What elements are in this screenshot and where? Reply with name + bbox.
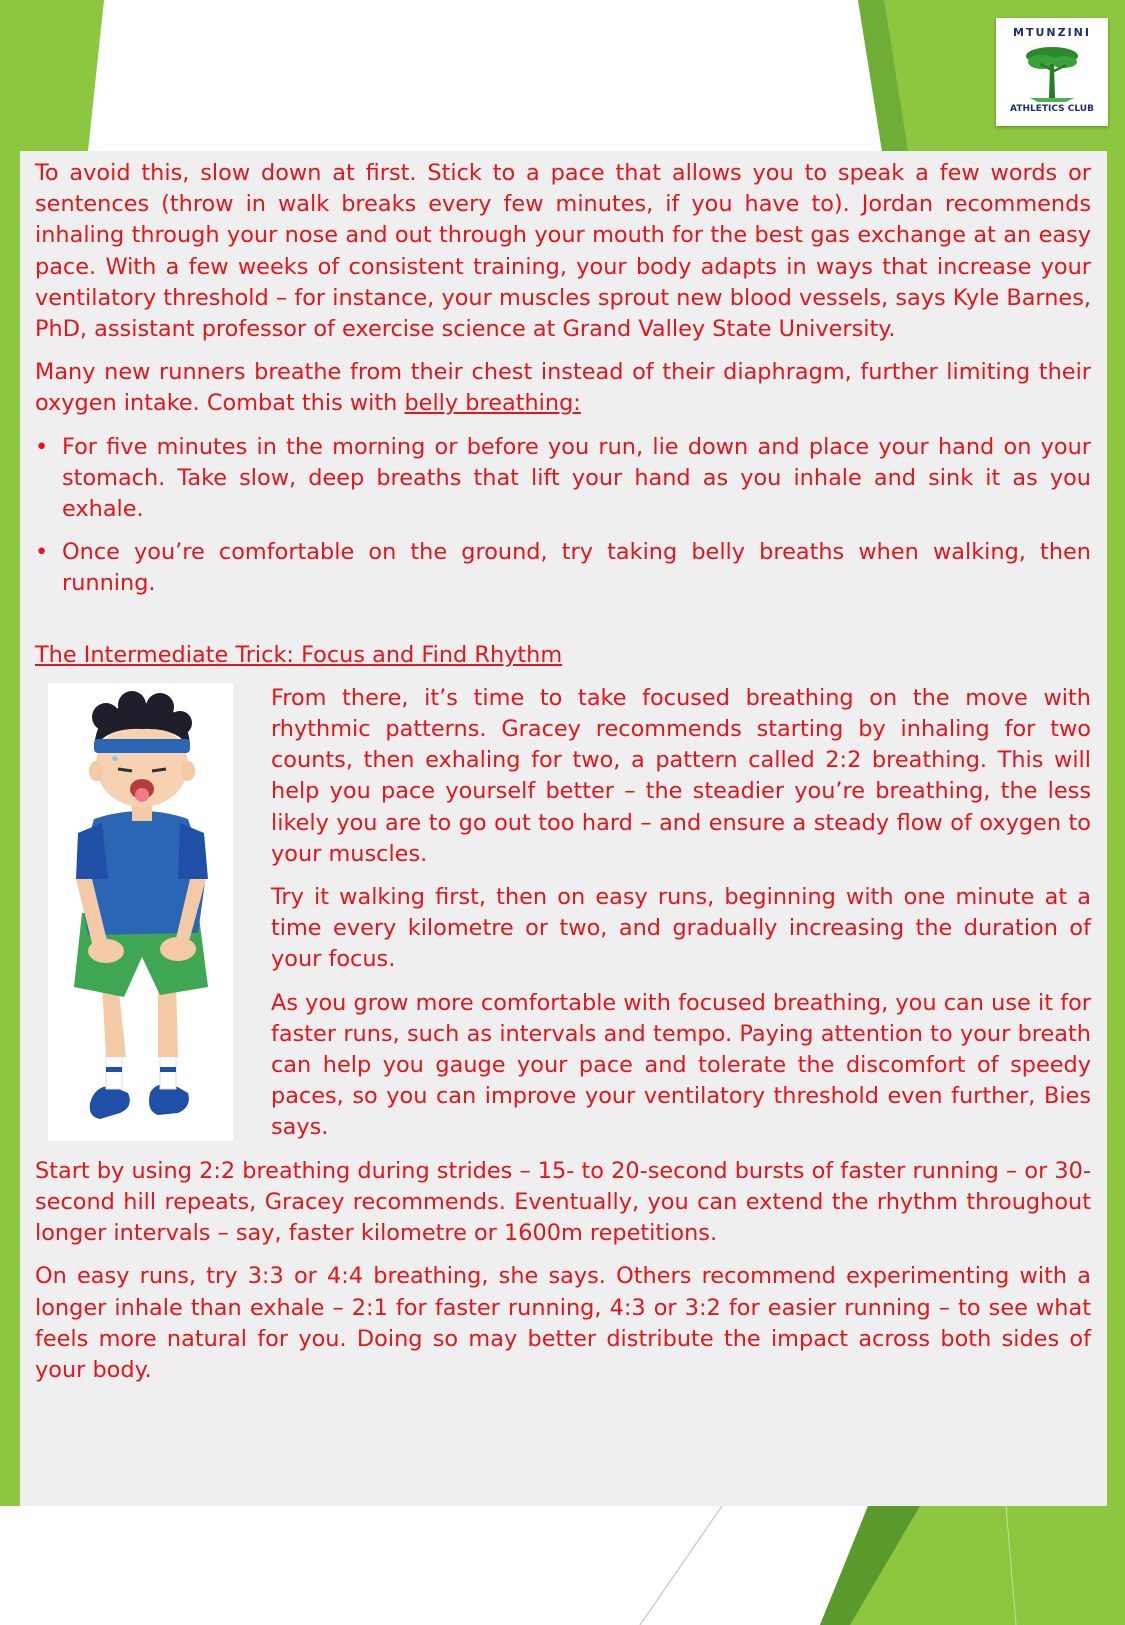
belly-breathing-link: belly breathing: [404, 390, 581, 417]
tree-icon [1020, 40, 1084, 102]
paragraph-slow-down: To avoid this, slow down at first. Stick to a pace that allows you to speak a few words or sentences (throw in walk breaks every few minutes, if you have to). Jordan recommends inhaling through your nose and out through your mouth for the best gas exchange at an easy pace. With a few weeks of consistent training, your body adapts in ways that increase your ventilatory threshold – for instance, your muscles sprout new blood vessels, says Kyle Barnes, PhD, assistant professor of exercise science at Grand Valley State University. [35, 160, 1091, 343]
logo-bottom-text: ATHLETICS CLUB [1010, 104, 1094, 114]
paragraph-chest-breathing-lead: Many new runners breathe from their chest instead of their diaphragm, further limiting their oxygen intake. Combat this with [35, 359, 1091, 417]
section-heading: The Intermediate Trick: Focus and Find Rhythm [35, 641, 563, 668]
paragraph-faster-runs: As you grow more comfortable with focused breathing, you can use it for faster runs, such as intervals and tempo. Paying attention to your breath can help you gauge your pace and tolerate the discomfort of speedy paces, so you can improve your ventilatory threshold even further, Bies says. [271, 989, 1091, 1141]
tired-runner-illustration [48, 683, 233, 1141]
paragraph-strides: Start by using 2:2 breathing during strides – 15- to 20-second bursts of faster running – or 30-second hill repeats, Gracey recommends. Eventually, you can extend the rhythm throughout longer intervals – say, faster kilometre or 1600m repetitions. [35, 1157, 1091, 1247]
paragraph-try-walking: Try it walking first, then on easy runs, beginning with one minute at a time every kilometre or two, and gradually increasing the duration of your focus. [271, 884, 1091, 973]
list-item: • For five minutes in the morning or before you run, lie down and place your hand on your stomach. Take slow, deep breaths that lift your hand as you inhale and sink it as you exhale. [35, 432, 1091, 526]
belly-breathing-list [35, 432, 1091, 600]
logo-top-text: MTUNZINI [1013, 26, 1091, 39]
paragraph-chest-breathing [35, 357, 1091, 419]
club-logo [996, 18, 1108, 126]
paragraph-focused-breathing: From there, it’s time to take focused breathing on the move with rhythmic patterns. Gracey recommends starting by inhaling for two counts, then exhaling for two, a pattern called 2:2 breathing. This will help you pace yourself better – the steadier you’re breathing, the less likely you are to go out too hard – and ensure a steady flow of oxygen to your muscles. [271, 684, 1091, 867]
article-body [35, 158, 1091, 1398]
list-item: • Once you’re comfortable on the ground, try taking belly breaths when walking, then running. [35, 537, 1091, 599]
paragraph-easy-runs: On easy runs, try 3:3 or 4:4 breathing, she says. Others recommend experimenting with a longer inhale than exhale – 2:1 for faster running, 4:3 or 3:2 for easier running – to see what feels more natural for you. Doing so may better distribute the impact across both sides of your body. [35, 1263, 1091, 1383]
